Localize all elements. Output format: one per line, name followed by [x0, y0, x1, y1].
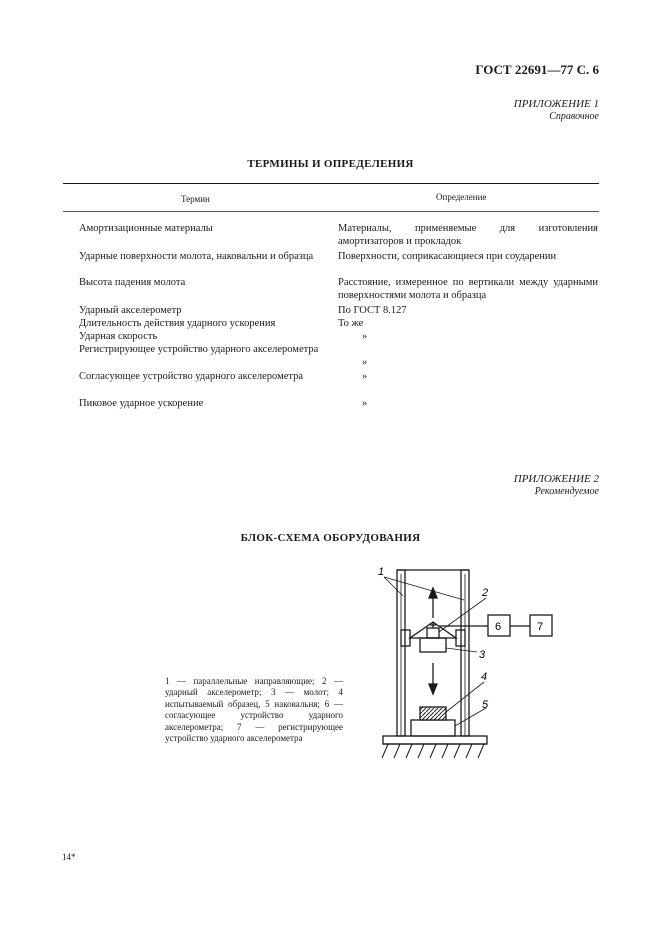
label-1: 1 — [378, 566, 385, 578]
table-top-rule — [63, 183, 599, 184]
term-cell: Согласующее устройство ударного акселерометра — [79, 371, 304, 382]
appendix-2-title: ПРИЛОЖЕНИЕ 2 — [513, 473, 599, 485]
term-cell: Регистрирующее устройство ударного акселерометра — [79, 344, 319, 355]
definition-cell: То же — [338, 318, 364, 329]
definition-cell: По ГОСТ 8.127 — [338, 305, 407, 316]
definition-cell: » — [362, 331, 368, 342]
definition-cell: Поверхности, соприкасающиеся при соударении — [338, 251, 557, 262]
label-7: 7 — [537, 621, 544, 633]
label-4: 4 — [481, 671, 488, 683]
definition-cell: » — [362, 398, 368, 409]
term-cell: Пиковое ударное ускорение — [79, 398, 204, 409]
diagram-section-title: БЛОК-СХЕМА ОБОРУДОВАНИЯ — [240, 532, 421, 544]
page-number: 14* — [62, 852, 76, 862]
label-3: 3 — [479, 649, 486, 661]
diagram-caption: 1 — параллельные направляющие; 2 — ударный акселерометр; 3 — молот; 4 испытываемый образец, 5 наковальня; 6 — согласующее устройство ударного акселерометра; 7 — регистрирующее устройство ударного акселерометра — [165, 676, 343, 744]
hammer — [420, 638, 446, 652]
specimen — [420, 707, 446, 720]
label-6: 6 — [495, 621, 502, 633]
definition-cell: Материалы, применяемые для изготовления амортизаторов и прокладок — [338, 223, 598, 247]
term-cell: Ударные поверхности молота, наковальни и образца — [79, 251, 314, 262]
terms-section-title: ТЕРМИНЫ И ОПРЕДЕЛЕНИЯ — [247, 158, 414, 170]
appendix-2-subtitle: Рекомендуемое — [534, 486, 599, 497]
column-header-definition: Определение — [436, 192, 487, 202]
label-2: 2 — [482, 587, 489, 599]
label-5: 5 — [482, 699, 489, 711]
term-cell: Высота падения молота — [79, 277, 186, 288]
down-arrow — [429, 684, 437, 694]
column-header-term: Термин — [181, 194, 210, 204]
accelerometer — [427, 628, 439, 638]
table-header-rule — [63, 211, 599, 212]
definition-cell: » — [362, 371, 368, 382]
anvil — [411, 720, 455, 736]
term-cell: Ударный акселерометр — [79, 305, 182, 316]
definition-cell: » — [362, 357, 368, 368]
equipment-block-diagram — [370, 560, 560, 770]
appendix-1-subtitle: Справочное — [549, 111, 599, 122]
base-plate — [383, 736, 487, 744]
definition-cell: Расстояние, измеренное по вертикали между ударными поверхностями молота и образца — [338, 277, 598, 301]
term-cell: Амортизационные материалы — [79, 223, 213, 234]
term-cell: Длительность действия ударного ускорения — [79, 318, 276, 329]
up-arrow — [429, 588, 437, 598]
ground-hatching — [382, 744, 484, 758]
appendix-1-title: ПРИЛОЖЕНИЕ 1 — [513, 98, 599, 110]
term-cell: Ударная скорость — [79, 331, 158, 342]
document-code: ГОСТ 22691—77 С. 6 — [475, 62, 599, 77]
